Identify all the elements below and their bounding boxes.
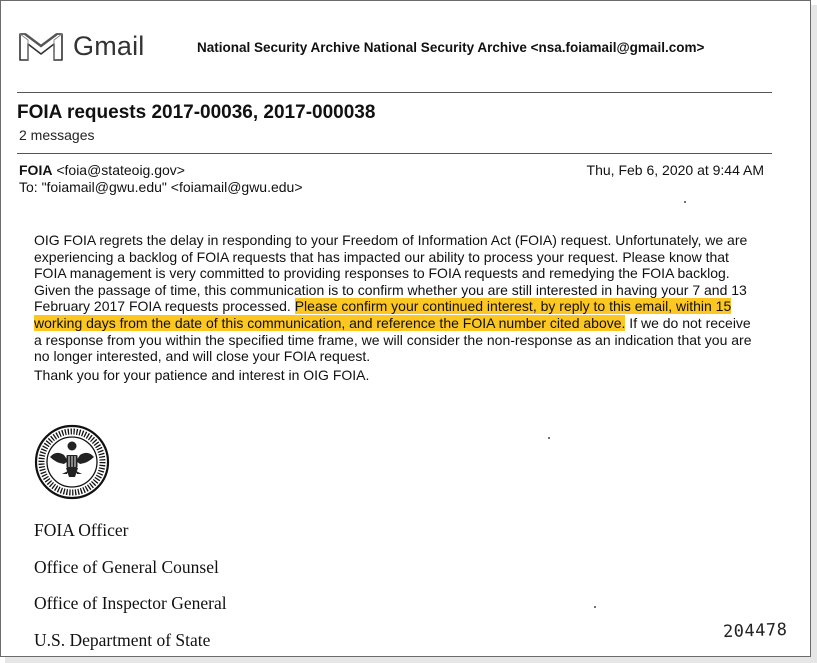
- body-paragraph-2: [34, 282, 756, 365]
- scan-speck: [548, 437, 550, 439]
- body-paragraph-1: OIG FOIA regrets the delay in responding to your Freedom of Information Act (FOIA) request. Unfortunately, we are experiencing a backlog of FOIA requests that has impacted our ability to process your request. Please know that FOIA management is very committed to providing responses to FOIA requests and remedying the FOIA backlog.: [34, 232, 748, 282]
- document-number-stamp: 204478: [722, 619, 788, 643]
- gmail-wordmark: Gmail: [73, 31, 145, 61]
- message-count: 2 messages: [19, 127, 95, 143]
- gmail-m-icon: [17, 32, 65, 62]
- signature-line: U.S. Department of State: [34, 629, 211, 650]
- signature-line: FOIA Officer: [34, 520, 129, 540]
- subject-divider: [17, 153, 772, 154]
- highlighted-request: Please confirm your continued interest, by reply to this email, within 15 working days from the date of this communication, and reference the FOIA number cited above.: [34, 298, 732, 331]
- department-of-state-seal-icon: [34, 424, 110, 500]
- body-paragraph-2-end: If we do not receive a response from you within the specified time frame, we will consider the non-response as an indication that you are no longer interested, and will close your FOIA request.: [34, 314, 752, 365]
- thank-you-line: Thank you for your patience and interest in OIG FOIA.: [34, 366, 370, 383]
- page-shadow: [811, 5, 817, 663]
- message-date: Thu, Feb 6, 2020 at 9:44 AM: [586, 162, 764, 178]
- signature-block: [34, 520, 227, 663]
- sender-email: <foia@stateoig.gov>: [56, 162, 185, 178]
- sender: [19, 162, 185, 178]
- signature-line: Office of General Counsel: [34, 556, 219, 577]
- sender-name: FOIA: [19, 162, 53, 178]
- scan-speck: [594, 606, 596, 608]
- message-body: [34, 232, 756, 383]
- signature-line: Office of Inspector General: [34, 593, 227, 613]
- gmail-logo: [17, 31, 145, 62]
- header-divider: [17, 92, 772, 93]
- scan-speck: [684, 201, 686, 203]
- thread-subject: FOIA requests 2017-00036, 2017-000038: [17, 102, 376, 123]
- page-shadow: [5, 657, 817, 663]
- body-paragraph-2-start: Given the passage of time, this communication is to confirm whether you are still interested in having your 7 and 13 February 2017 FOIA requests processed.: [34, 281, 747, 315]
- recipient: To: "foiamail@gwu.edu" <foiamail@gwu.edu>: [19, 179, 303, 195]
- account-email: National Security Archive National Security Archive <nsa.foiamail@gmail.com>: [197, 40, 705, 55]
